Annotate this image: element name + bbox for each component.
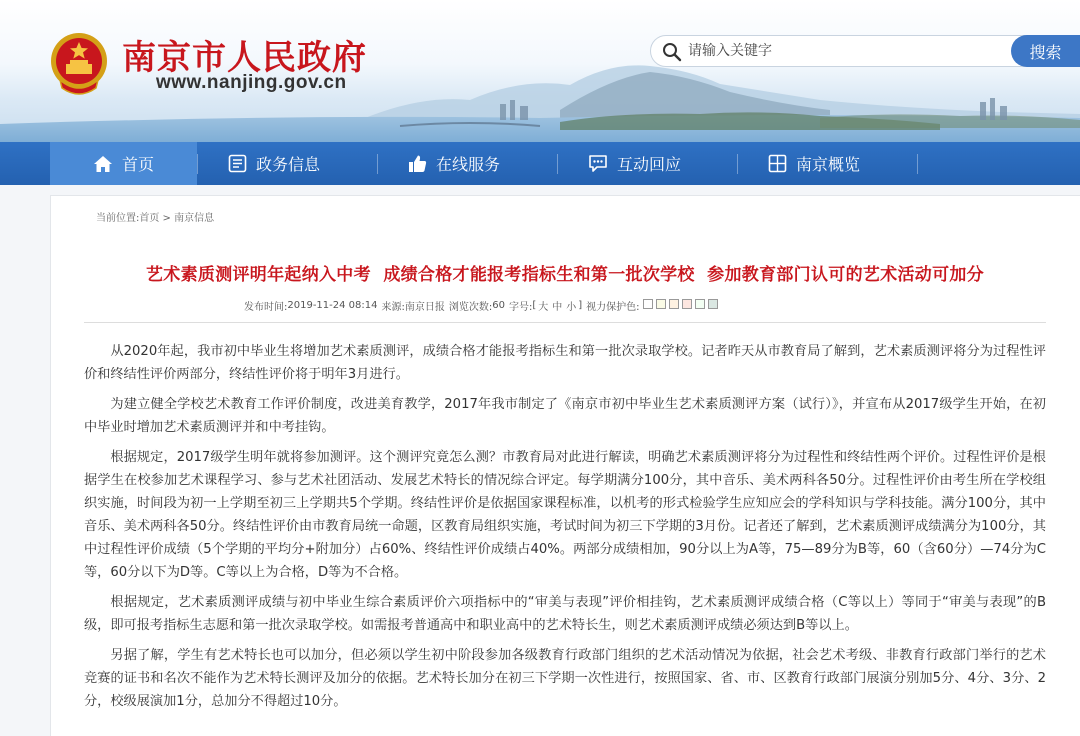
source-value: 南京日报 bbox=[404, 302, 445, 313]
article-paragraph: 根据规定，2017级学生明年就将参加测评。这个测评究竟怎么测？市教育局对此进行解读，明确艺术素质测评将分为过程性和终结性两个评价。过程性评价是根据学生在校参加艺术课程学习、参与艺术社团活动、发展艺术特长的情况综合评定。每学期满分100分，其中音乐、美术两科各50分。过程性评价由考生所在学校组织实施，时间段为初一上学期至初三上学期共5个学期。终结性评价是依据国家课程标准，以机考的形式检验学生应知应会的学科知识与学科技能。满分100分，其中音乐、美术两科各50分。终结性评价由市教育局统一命题，区教育局组织实施，考试时间为初三下学期的3月份。记者还了解到，艺术素质测评成绩满分为100分，其中过程性评价成绩（5个学期的平均分+附加分）占60%、终结性评价成绩占40%。两部分成绩相加，90分以上为A等，75—89分为B等，60（含60分）—74分为C等，60分以下为D等。C等以上为合格，D等为不合格。 bbox=[84, 450, 1046, 580]
eye-protection-color-swatch[interactable] bbox=[708, 299, 718, 309]
nav-item-online-services[interactable] bbox=[408, 142, 500, 185]
nav-item-label: 首页 bbox=[121, 155, 154, 174]
article-meta bbox=[244, 298, 718, 313]
search-icon bbox=[662, 42, 682, 62]
article-title: 艺术素质测评明年起纳入中考 成绩合格才能报考指标生和第一批次学校 参加教育部门认可的艺术活动可加分 bbox=[146, 265, 984, 285]
main-nav bbox=[0, 142, 1080, 185]
article-paragraph: 为建立健全学校艺术教育工作评价制度，改进美育教学，2017年我市制定了《南京市初中毕业生艺术素质测评方案（试行）》，并宣布从2017级学生开始，在初中毕业时增加艺术素质测评并和中考挂钩。 bbox=[84, 397, 1046, 435]
breadcrumb-prefix: 当前位置: bbox=[96, 213, 140, 224]
eye-protection-color-swatch[interactable] bbox=[643, 299, 653, 309]
nav-divider bbox=[737, 154, 738, 174]
nav-item-label: 南京概览 bbox=[796, 155, 861, 174]
grid-icon bbox=[768, 154, 787, 173]
nav-divider bbox=[557, 154, 558, 174]
nav-divider bbox=[197, 154, 198, 174]
nav-item-interaction[interactable] bbox=[588, 142, 681, 185]
national-emblem-icon bbox=[48, 30, 110, 96]
chat-icon bbox=[588, 154, 608, 173]
views-count: 60 bbox=[492, 300, 505, 311]
nav-item-home[interactable] bbox=[50, 142, 197, 185]
eye-protection-color-swatch[interactable] bbox=[682, 299, 692, 309]
nav-divider bbox=[917, 154, 918, 174]
eye-protection-color-swatch[interactable] bbox=[669, 299, 679, 309]
font-size-small-button[interactable]: 小 bbox=[566, 302, 577, 313]
breadcrumb-separator: > bbox=[159, 213, 175, 224]
published-label: 发布时间: bbox=[244, 302, 288, 313]
home-icon bbox=[93, 155, 113, 173]
eye-protection-color-swatch[interactable] bbox=[695, 299, 705, 309]
eye-protection-label: 视力保护色: bbox=[586, 302, 640, 313]
site-title[interactable]: 南京市人民政府 bbox=[122, 38, 367, 78]
article-paragraph: 从2020年起，我市初中毕业生将增加艺术素质测评，成绩合格才能报考指标生和第一批次录取学校。记者昨天从市教育局了解到，艺术素质测评将分为过程性评价和终结性评价两部分，终结性评价将于明年3月进行。 bbox=[84, 344, 1046, 382]
nav-item-label: 互动回应 bbox=[617, 155, 682, 174]
eye-protection-color-swatch[interactable] bbox=[656, 299, 666, 309]
nav-divider bbox=[377, 154, 378, 174]
nav-item-label: 在线服务 bbox=[436, 155, 501, 174]
search-input[interactable] bbox=[688, 38, 988, 64]
font-size-bracket-close: ] bbox=[578, 300, 583, 311]
article-paragraph: 另据了解，学生有艺术特长也可以加分，但必须以学生初中阶段参加各级教育行政部门组织的艺术活动情况为依据，社会艺术考级、非教育行政部门举行的艺术竞赛的证书和名次不能作为艺术特长测评及加分的依据。艺术特长加分在初三下学期一次性进行，按照国家、省、市、区教育行政部门展演分别加5分、4分、3分、2分，校级展演加1分，总加分不得超过10分。 bbox=[84, 648, 1046, 709]
nav-item-nanjing-overview[interactable] bbox=[768, 142, 860, 185]
nav-item-label: 政务信息 bbox=[256, 155, 321, 174]
document-icon bbox=[228, 154, 247, 173]
nav-item-government-info[interactable] bbox=[228, 142, 320, 185]
thumbs-up-icon bbox=[408, 154, 427, 173]
published-time: 2019-11-24 08:14 bbox=[287, 300, 378, 311]
site-url[interactable]: www.nanjing.gov.cn bbox=[156, 72, 347, 93]
breadcrumb bbox=[96, 209, 214, 224]
views-label: 浏览次数: bbox=[448, 302, 493, 313]
font-size-bracket-open: [ bbox=[532, 300, 537, 311]
article-paragraph: 根据规定，艺术素质测评成绩与初中毕业生综合素质评价六项指标中的“审美与表现”评价相挂钩，艺术素质测评成绩合格（C等以上）等同于“审美与表现”的B级，即可报考指标生志愿和第一批次录取学校。如需报考普通高中和职业高中的艺术特长生，则艺术素质测评成绩必须达到B等以上。 bbox=[84, 595, 1046, 633]
font-size-label: 字号: bbox=[508, 302, 533, 313]
search-button[interactable]: 搜索 bbox=[1011, 35, 1080, 67]
font-size-medium-button[interactable]: 中 bbox=[552, 302, 563, 313]
meta-divider bbox=[84, 322, 1046, 323]
breadcrumb-current-link[interactable]: 南京信息 bbox=[174, 213, 215, 224]
source-label: 来源: bbox=[381, 302, 405, 313]
breadcrumb-home-link[interactable]: 首页 bbox=[139, 213, 160, 224]
article-body bbox=[84, 340, 1046, 720]
header-banner bbox=[0, 0, 1080, 142]
font-size-large-button[interactable]: 大 bbox=[538, 302, 549, 313]
eye-protection-swatches bbox=[640, 299, 718, 312]
